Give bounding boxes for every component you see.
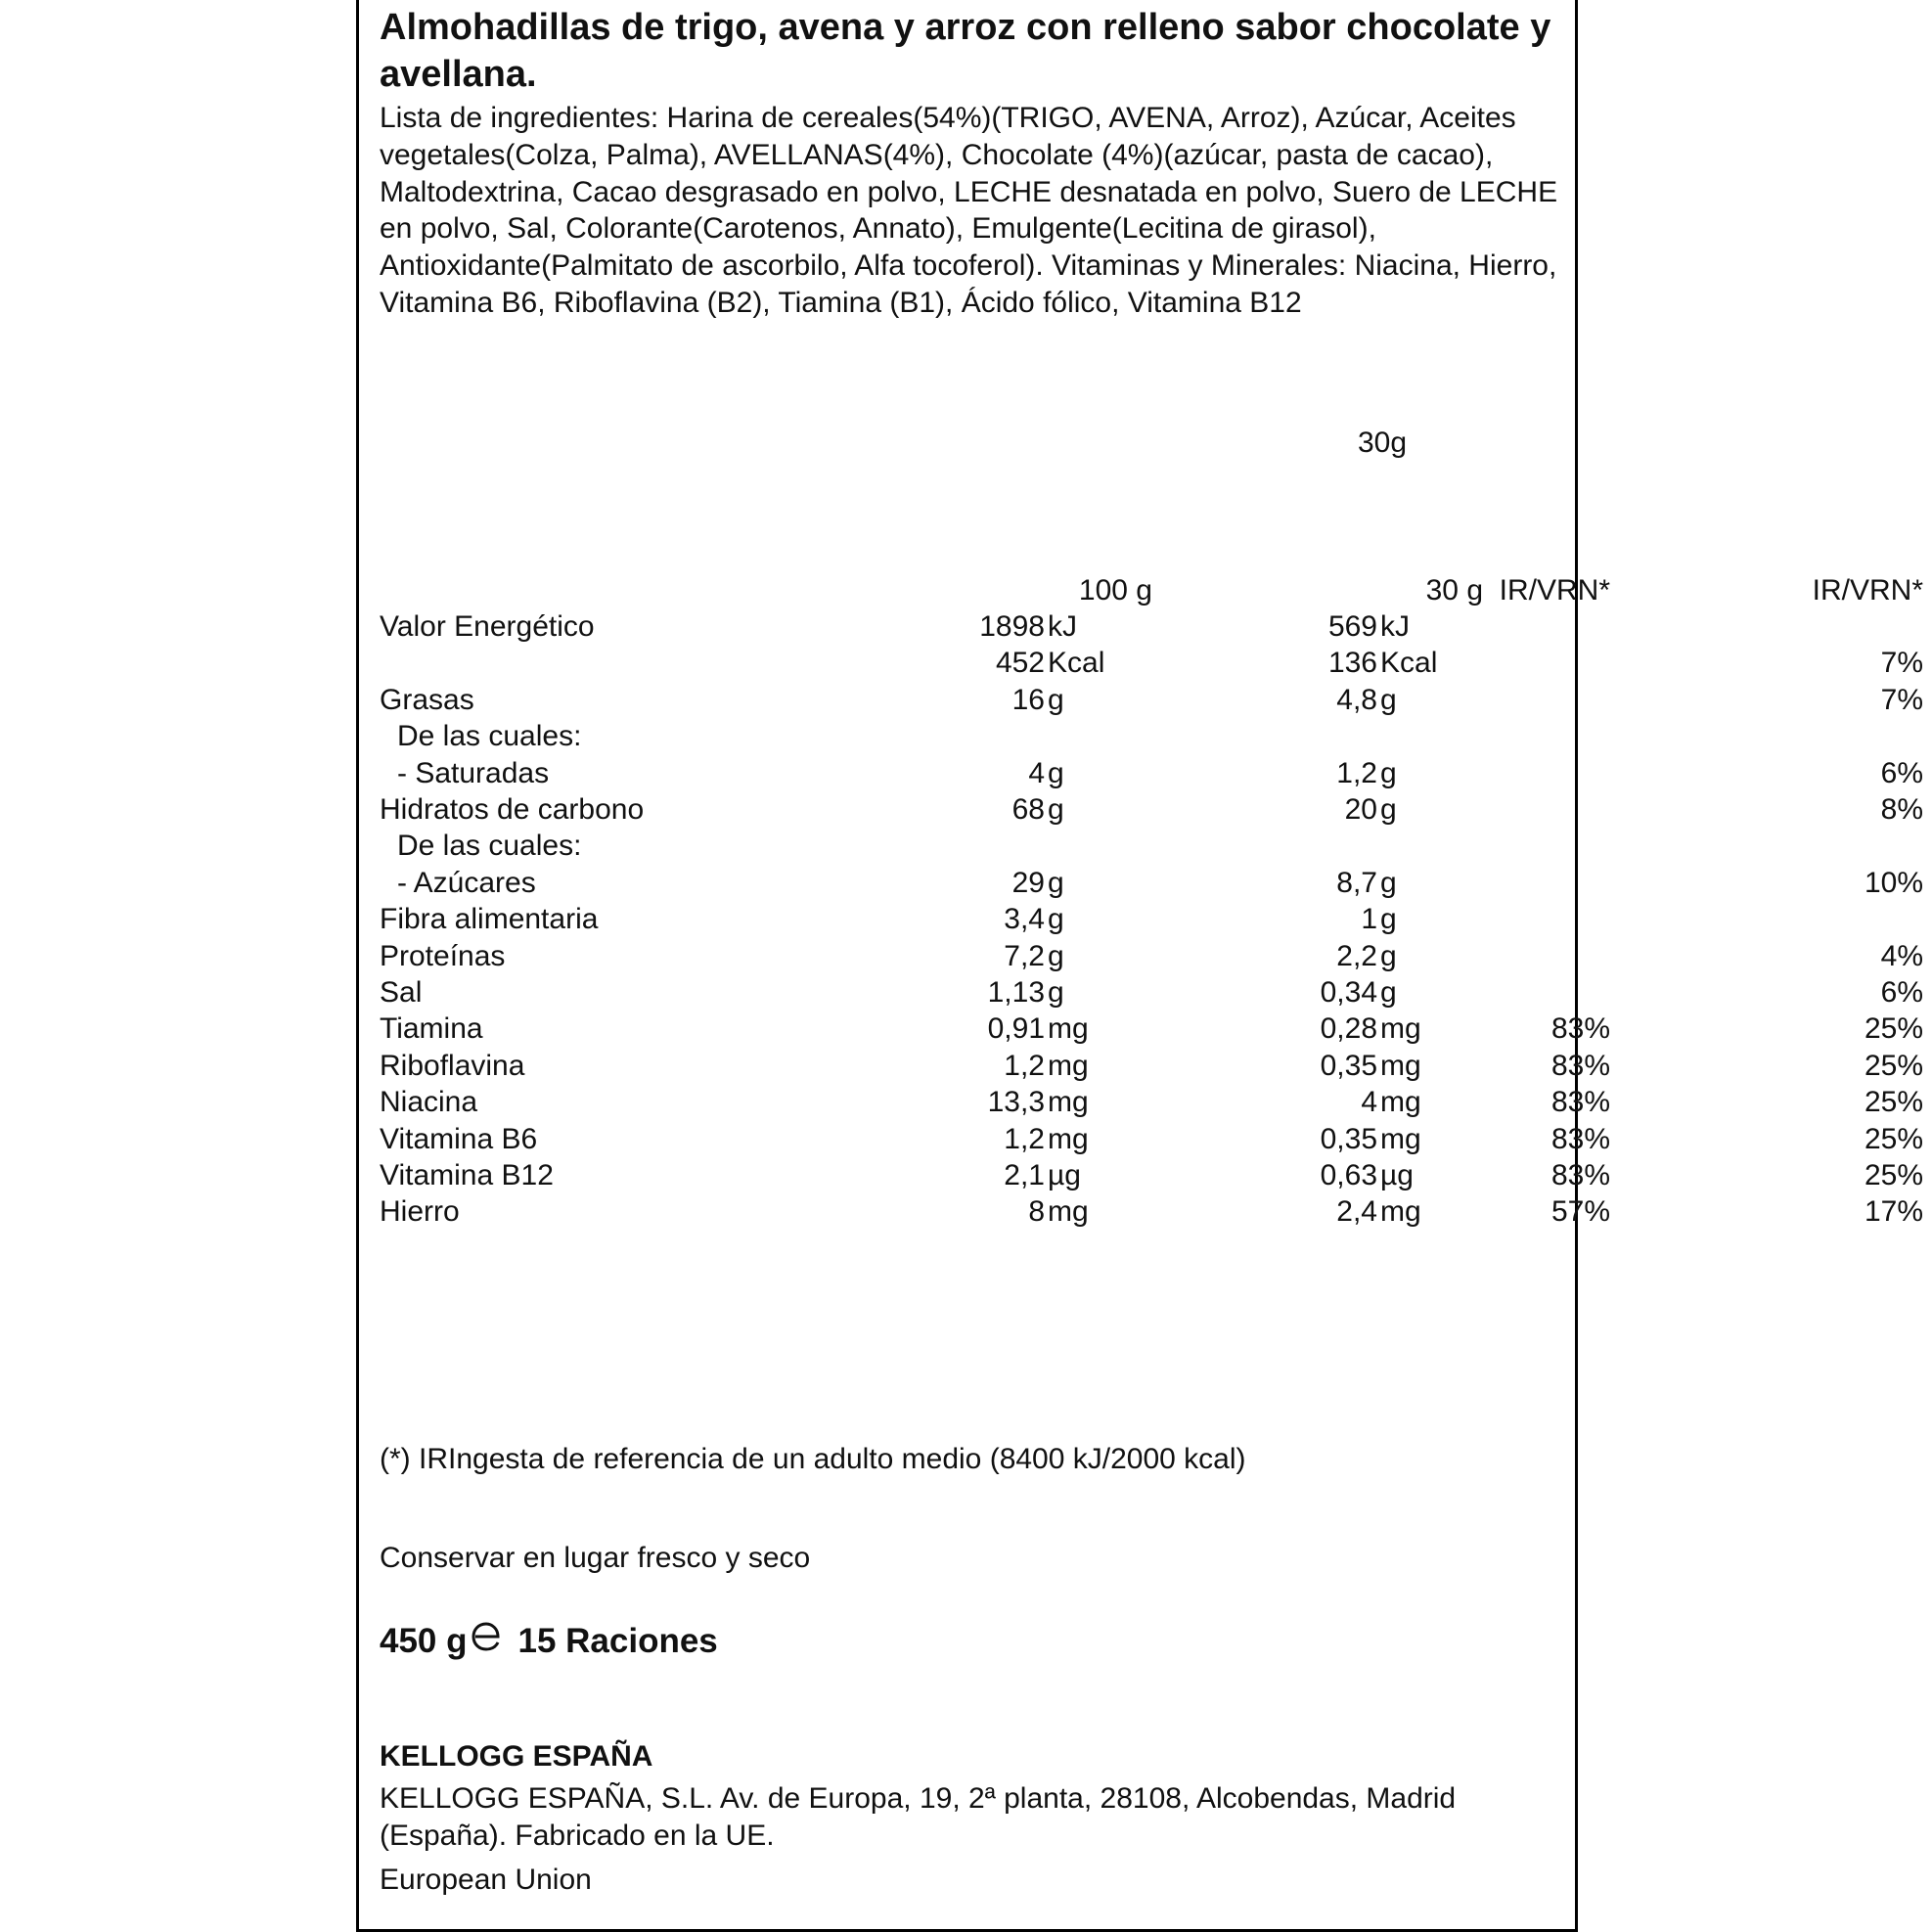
ir-30g: 10% xyxy=(1864,866,1923,899)
unit-100g: mg xyxy=(1048,1122,1089,1155)
nutrient-label: - Saturadas xyxy=(397,756,550,789)
net-weight xyxy=(380,1620,718,1662)
value-100g: 1,2 xyxy=(1004,1122,1045,1155)
unit-30g: g xyxy=(1380,866,1397,899)
nutrition-row xyxy=(380,1121,1923,1157)
unit-100g: mg xyxy=(1048,1012,1089,1046)
value-100g: 4 xyxy=(1028,756,1045,789)
unit-30g: µg xyxy=(1380,1159,1414,1191)
unit-100g: g xyxy=(1048,793,1064,826)
nutrition-row xyxy=(380,974,1923,1011)
nutrition-header-row xyxy=(380,572,1923,608)
value-30g: 0,35 xyxy=(1320,1122,1377,1155)
weight-value: 450 g xyxy=(380,1621,468,1660)
nutrient-label: De las cuales: xyxy=(397,720,582,753)
value-30g: 4 xyxy=(1361,1086,1377,1119)
ir-30g: 7% xyxy=(1880,683,1923,716)
ir-30g: 6% xyxy=(1880,756,1923,789)
nutrition-row xyxy=(380,718,1553,754)
value-30g: 2,4 xyxy=(1336,1195,1377,1229)
header-per-30g: 30 g xyxy=(1425,574,1483,607)
value-30g: 8,7 xyxy=(1336,866,1377,899)
unit-30g: g xyxy=(1380,683,1397,716)
unit-30g: mg xyxy=(1380,1049,1421,1082)
unit-100g: mg xyxy=(1048,1195,1089,1229)
value-30g: 569 xyxy=(1327,610,1377,643)
nutrition-row xyxy=(380,791,1923,828)
nutrition-row xyxy=(380,645,1923,681)
value-30g: 1,2 xyxy=(1336,756,1377,789)
ir-30g: 25% xyxy=(1864,1086,1923,1119)
nutrition-row xyxy=(380,1157,1923,1193)
value-100g: 29 xyxy=(1011,866,1045,899)
value-100g: 452 xyxy=(995,647,1045,680)
value-30g: 136 xyxy=(1327,647,1377,680)
ir-100g: 83% xyxy=(1550,1159,1610,1191)
nutrition-row xyxy=(380,1011,1923,1047)
estimated-e-mark xyxy=(470,1620,503,1662)
ir-30g: 6% xyxy=(1880,976,1923,1009)
value-30g: 1 xyxy=(1361,903,1377,936)
ir-30g: 25% xyxy=(1864,1159,1923,1191)
header-per-100g: 100 g xyxy=(1078,574,1152,607)
value-100g: 68 xyxy=(1011,793,1045,826)
nutrient-label: Fibra alimentaria xyxy=(380,903,599,936)
unit-30g: mg xyxy=(1380,1195,1421,1229)
unit-100g: g xyxy=(1048,903,1064,936)
ir-30g: 25% xyxy=(1864,1049,1923,1082)
nutrition-row xyxy=(380,865,1923,901)
nutrient-label: Niacina xyxy=(380,1086,478,1119)
unit-100g: g xyxy=(1048,683,1064,716)
unit-100g: µg xyxy=(1048,1159,1081,1191)
value-100g: 16 xyxy=(1011,683,1045,716)
nutrition-row xyxy=(380,1084,1923,1120)
nutrient-label: Grasas xyxy=(380,683,474,716)
unit-30g: Kcal xyxy=(1380,647,1438,680)
nutrient-label: Proteínas xyxy=(380,939,506,972)
nutrient-label: Vitamina B6 xyxy=(380,1122,538,1155)
company-brand: KELLOGG ESPAÑA xyxy=(380,1740,653,1773)
ir-30g: 4% xyxy=(1880,939,1923,972)
nutrition-row xyxy=(380,938,1923,974)
value-100g: 3,4 xyxy=(1004,903,1045,936)
nutrition-row xyxy=(380,828,1553,864)
nutrient-label: Sal xyxy=(380,976,423,1009)
unit-30g: mg xyxy=(1380,1012,1421,1046)
nutrition-row xyxy=(380,901,1553,937)
unit-100g: mg xyxy=(1048,1086,1089,1119)
portions: 15 Raciones xyxy=(517,1621,718,1660)
reference-intake-footnote: (*) IRIngesta de referencia de un adulto medio (8400 kJ/2000 kcal) xyxy=(380,1443,1246,1475)
unit-100g: g xyxy=(1048,866,1064,899)
value-100g: 0,91 xyxy=(987,1012,1045,1046)
nutrition-row xyxy=(380,682,1923,718)
unit-100g: g xyxy=(1048,756,1064,789)
unit-100g: g xyxy=(1048,976,1064,1009)
value-30g: 0,35 xyxy=(1320,1049,1377,1082)
ir-100g: 83% xyxy=(1550,1012,1610,1046)
unit-100g: Kcal xyxy=(1048,647,1105,680)
value-100g: 7,2 xyxy=(1004,939,1045,972)
unit-30g: g xyxy=(1380,903,1397,936)
value-30g: 0,28 xyxy=(1320,1012,1377,1046)
nutrient-label: Tiamina xyxy=(380,1012,483,1046)
value-30g: 20 xyxy=(1344,793,1377,826)
value-30g: 2,2 xyxy=(1336,939,1377,972)
nutrition-row xyxy=(380,608,1553,645)
ir-30g: 17% xyxy=(1864,1195,1923,1229)
ingredients-list: Lista de ingredientes: Harina de cereales(54%)(TRIGO, AVENA, Arroz), Azúcar, Aceites vegetales(Colza, Palma), AVELLANAS(4%), Chocolate (4%)(azúcar, pasta de cacao), Maltodextrina, Cacao desgrasado en polvo, LECHE desnatada en polvo, Suero de LECHE en polvo, Sal, Colorante(Carotenos, Annato), Emulgente(Lecitina de girasol), Antioxidante(Palmitato de ascorbilo, Alfa tocoferol). Vitaminas y Minerales: Niacina, Hierro, Vitamina B6, Riboflavina (B2), Tiamina (B1), Ácido fólico, Vitamina B12 xyxy=(380,102,1558,319)
ir-30g: 25% xyxy=(1864,1012,1923,1046)
nutrient-label: Riboflavina xyxy=(380,1049,525,1082)
company-address: KELLOGG ESPAÑA, S.L. Av. de Europa, 19, 2ª planta, 28108, Alcobendas, Madrid (España). Fabricado en la UE. xyxy=(380,1782,1457,1852)
ir-100g: 83% xyxy=(1550,1049,1610,1082)
nutrient-label: De las cuales: xyxy=(397,830,582,863)
unit-100g: mg xyxy=(1048,1049,1089,1082)
value-30g: 0,34 xyxy=(1320,976,1377,1009)
ir-30g: 8% xyxy=(1880,793,1923,826)
ir-30g: 7% xyxy=(1880,647,1923,680)
product-title: Almohadillas de trigo, avena y arroz con relleno sabor chocolate y avellana. xyxy=(380,7,1551,95)
nutrient-label: Hidratos de carbono xyxy=(380,793,645,826)
unit-30g: g xyxy=(1380,756,1397,789)
value-100g: 2,1 xyxy=(1004,1159,1045,1191)
nutrient-label: Hierro xyxy=(380,1195,460,1229)
nutrition-row xyxy=(380,755,1923,791)
value-100g: 1898 xyxy=(979,610,1045,643)
value-100g: 13,3 xyxy=(987,1086,1045,1119)
unit-30g: mg xyxy=(1380,1086,1421,1119)
unit-100g: g xyxy=(1048,939,1064,972)
nutrient-label: - Azúcares xyxy=(397,866,536,899)
header-ir-30g: IR/VRN* xyxy=(1812,574,1923,607)
header-ir-100g: IR/VRN* xyxy=(1499,574,1610,607)
unit-30g: g xyxy=(1380,939,1397,972)
nutrition-row xyxy=(380,1193,1923,1230)
ir-100g: 83% xyxy=(1550,1086,1610,1119)
estimated-e-icon xyxy=(470,1620,503,1653)
value-30g: 0,63 xyxy=(1320,1159,1377,1191)
unit-30g: kJ xyxy=(1380,610,1410,643)
unit-30g: mg xyxy=(1380,1122,1421,1155)
value-100g: 8 xyxy=(1028,1195,1045,1229)
origin: European Union xyxy=(380,1864,592,1896)
serving-size: 30g xyxy=(1358,427,1408,459)
value-100g: 1,13 xyxy=(987,976,1045,1009)
ir-100g: 57% xyxy=(1550,1195,1610,1229)
nutrient-label: Vitamina B12 xyxy=(380,1159,554,1191)
unit-30g: g xyxy=(1380,976,1397,1009)
ir-30g: 25% xyxy=(1864,1122,1923,1155)
storage-instructions: Conservar en lugar fresco y seco xyxy=(380,1542,811,1574)
unit-100g: kJ xyxy=(1048,610,1077,643)
value-30g: 4,8 xyxy=(1336,683,1377,716)
value-100g: 1,2 xyxy=(1004,1049,1045,1082)
ir-100g: 83% xyxy=(1550,1122,1610,1155)
unit-30g: g xyxy=(1380,793,1397,826)
nutrition-row xyxy=(380,1048,1923,1084)
nutrient-label: Valor Energético xyxy=(380,610,595,643)
